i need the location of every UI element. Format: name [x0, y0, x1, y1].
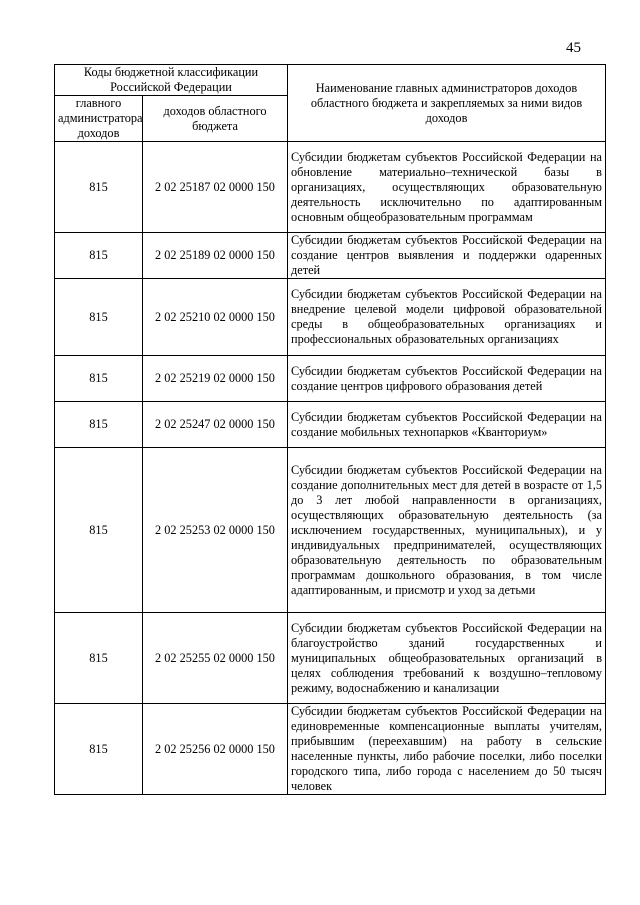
- admin-code-cell: 815: [55, 142, 143, 233]
- table-row: [55, 402, 606, 448]
- header-admin-column: главного администратора доходов: [55, 96, 143, 142]
- revenue-description-cell: Субсидии бюджетам субъектов Российской Федерации на благоустройство зданий государственных и муниципальных общеобразовательных организаций в целях соблюдения требований к воздушно–тепловому режиму, водоснабжению и канализации: [288, 613, 606, 704]
- header-row-1: [55, 65, 606, 96]
- admin-code-cell: 815: [55, 704, 143, 795]
- income-code-cell: 2 02 25187 02 0000 150: [143, 142, 288, 233]
- revenue-description-cell: Субсидии бюджетам субъектов Российской Федерации на создание мобильных технопарков «Кванториум»: [288, 402, 606, 448]
- header-name-column: Наименование главных администраторов доходов областного бюджета и закрепляемых за ними видов доходов: [288, 65, 606, 142]
- income-code-cell: 2 02 25210 02 0000 150: [143, 279, 288, 356]
- revenue-description-cell: Субсидии бюджетам субъектов Российской Федерации на создание дополнительных мест для детей в возрасте от 1,5 до 3 лет любой направленности в организациях, осуществляющих образовательную деятельность (за исключением государственных, муниципальных), и у индивидуальных предпринимателей, осуществляющих образовательную деятельность по образовательным программам дошкольного образования, в том числе адаптированным, и присмотр и уход за детьми: [288, 448, 606, 613]
- revenue-description-cell: Субсидии бюджетам субъектов Российской Федерации на создание центров выявления и поддержки одаренных детей: [288, 233, 606, 279]
- page-number: 45: [566, 40, 581, 56]
- revenue-description-cell: Субсидии бюджетам субъектов Российской Федерации на создание центров цифрового образования детей: [288, 356, 606, 402]
- table-row: [55, 704, 606, 795]
- admin-code-cell: 815: [55, 448, 143, 613]
- table-row: [55, 279, 606, 356]
- revenue-description-cell: Субсидии бюджетам субъектов Российской Федерации на обновление материально–технической базы в организациях, осуществляющих образовательную деятельность исключительно по адаптированным основным общеобразовательным программам: [288, 142, 606, 233]
- table-row: [55, 448, 606, 613]
- table-row: [55, 356, 606, 402]
- admin-code-cell: 815: [55, 279, 143, 356]
- admin-code-cell: 815: [55, 613, 143, 704]
- table-row: [55, 142, 606, 233]
- income-code-cell: 2 02 25189 02 0000 150: [143, 233, 288, 279]
- budget-classification-table: [54, 64, 606, 795]
- header-income-column: доходов областного бюджета: [143, 96, 288, 142]
- income-code-cell: 2 02 25219 02 0000 150: [143, 356, 288, 402]
- table-row: [55, 233, 606, 279]
- admin-code-cell: 815: [55, 356, 143, 402]
- income-code-cell: 2 02 25256 02 0000 150: [143, 704, 288, 795]
- admin-code-cell: 815: [55, 233, 143, 279]
- income-code-cell: 2 02 25255 02 0000 150: [143, 613, 288, 704]
- revenue-description-cell: Субсидии бюджетам субъектов Российской Федерации на внедрение целевой модели цифровой образовательной среды в общеобразовательных организациях и профессиональных образовательных организациях: [288, 279, 606, 356]
- revenue-description-cell: Субсидии бюджетам субъектов Российской Федерации на единовременные компенсационные выплаты учителям, прибывшим (переехавшим) на работу в сельские населенные пункты, либо рабочие поселки, либо поселки городского типа, либо города с населением до 50 тысяч человек: [288, 704, 606, 795]
- admin-code-cell: 815: [55, 402, 143, 448]
- table-row: [55, 613, 606, 704]
- income-code-cell: 2 02 25247 02 0000 150: [143, 402, 288, 448]
- header-codes-group: Коды бюджетной классификации Российской Федерации: [55, 65, 288, 96]
- income-code-cell: 2 02 25253 02 0000 150: [143, 448, 288, 613]
